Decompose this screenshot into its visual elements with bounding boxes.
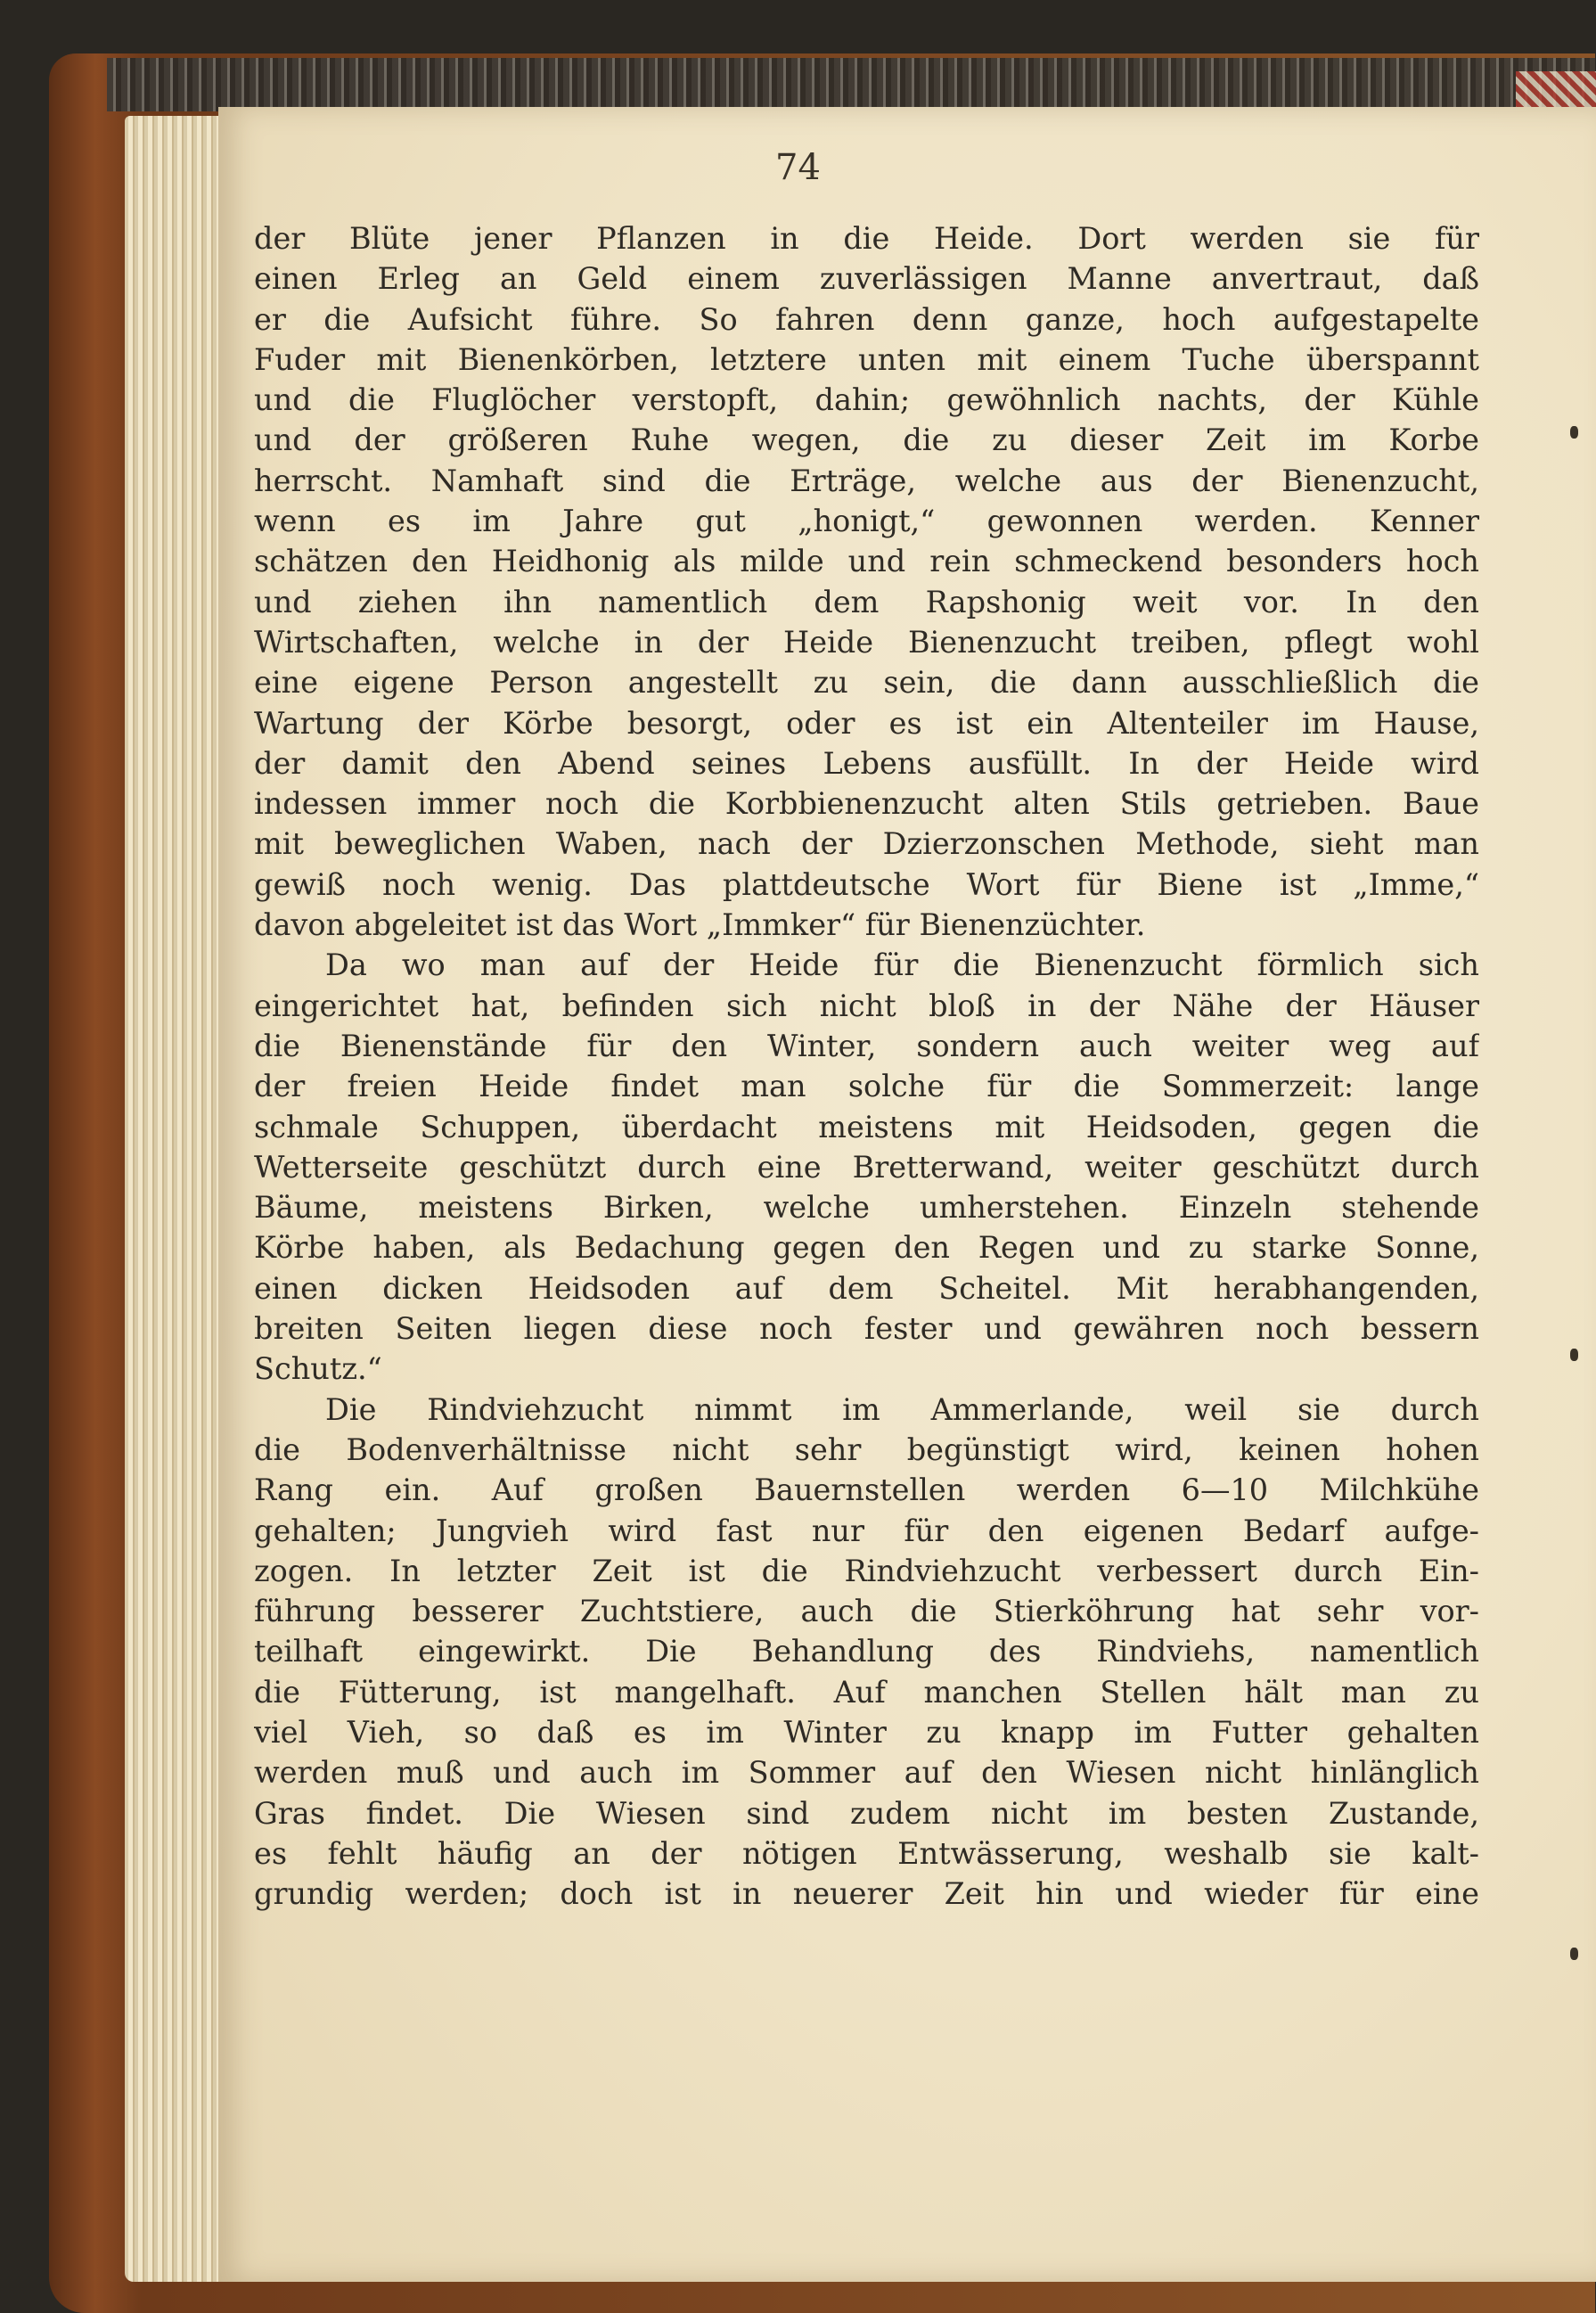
book-cover-top-edge bbox=[107, 58, 1595, 111]
text-line: werden muß und auch im Sommer auf den Wiesen nicht hinlänglich bbox=[254, 1755, 1479, 1791]
text-line: führung besserer Zuchtstiere, auch die Stierköhrung hat sehr vor- bbox=[254, 1594, 1479, 1629]
text-line: breiten Seiten liegen diese noch fester und gewähren noch bessern bbox=[254, 1311, 1479, 1347]
text-line: Schutz.“ bbox=[254, 1351, 382, 1387]
margin-mark bbox=[1570, 426, 1578, 439]
text-line: viel Vieh, so daß es im Winter zu knapp im Futter gehalten bbox=[254, 1714, 1479, 1750]
text-line: Bäume, meistens Birken, welche umherstehen. Einzeln stehende bbox=[254, 1190, 1479, 1226]
page-text bbox=[254, 218, 1479, 1914]
page-number: 74 bbox=[775, 147, 821, 188]
text-line: davon abgeleitet ist das Wort „Immker“ für Bienenzüchter. bbox=[254, 907, 1146, 943]
text-line: Wetterseite geschützt durch eine Bretterwand, weiter geschützt durch bbox=[254, 1149, 1479, 1185]
text-line: der damit den Abend seines Lebens ausfüllt. In der Heide wird bbox=[254, 745, 1479, 781]
text-line: gehalten; Jungvieh wird fast nur für den eigenen Bedarf aufge- bbox=[254, 1513, 1479, 1548]
page-edges bbox=[125, 116, 223, 2282]
text-line: Fuder mit Bienenkörben, letztere unten mit einem Tuche überspannt bbox=[254, 341, 1479, 377]
text-line: die Bodenverhältnisse nicht sehr begünstigt wird, keinen hohen bbox=[254, 1431, 1479, 1467]
text-line: indessen immer noch die Korbbienenzucht alten Stils getrieben. Baue bbox=[254, 786, 1479, 822]
text-line: und die Fluglöcher verstopft, dahin; gewöhnlich nachts, der Kühle bbox=[254, 382, 1479, 418]
text-line: es fehlt häufig an der nötigen Entwässerung, weshalb sie kalt- bbox=[254, 1835, 1479, 1871]
text-line: schmale Schuppen, überdacht meistens mit Heidsoden, gegen die bbox=[254, 1109, 1479, 1144]
text-line: einen Erleg an Geld einem zuverlässigen Manne anvertraut, daß bbox=[254, 261, 1479, 297]
text-line: die Fütterung, ist mangelhaft. Auf manchen Stellen hält man zu bbox=[254, 1674, 1479, 1710]
text-line: einen dicken Heidsoden auf dem Scheitel. Mit herabhangenden, bbox=[254, 1270, 1479, 1306]
text-line: er die Aufsicht führe. So fahren denn ganze, hoch aufgestapelte bbox=[254, 301, 1479, 337]
text-line: und der größeren Ruhe wegen, die zu dieser Zeit im Korbe bbox=[254, 422, 1479, 458]
text-line: mit beweglichen Waben, nach der Dzierzonschen Methode, sieht man bbox=[254, 826, 1479, 862]
text-line: grundig werden; doch ist in neuerer Zeit hin und wieder für eine bbox=[254, 1876, 1479, 1912]
text-line: Wirtschaften, welche in der Heide Bienenzucht treiben, pflegt wohl bbox=[254, 624, 1479, 660]
text-line: die Bienenstände für den Winter, sondern auch weiter weg auf bbox=[254, 1028, 1479, 1063]
text-line: eine eigene Person angestellt zu sein, die dann ausschließlich die bbox=[254, 665, 1479, 701]
text-line: Körbe haben, als Bedachung gegen den Regen und zu starke Sonne, bbox=[254, 1230, 1479, 1266]
text-line: wenn es im Jahre gut „honigt,“ gewonnen werden. Kenner bbox=[254, 504, 1479, 539]
text-line: zogen. In letzter Zeit ist die Rindviehzucht verbessert durch Ein- bbox=[254, 1553, 1479, 1588]
text-line: Da wo man auf der Heide für die Bienenzucht förmlich sich bbox=[325, 947, 1479, 983]
text-line: schätzen den Heidhonig als milde und rein schmeckend besonders hoch bbox=[254, 544, 1479, 579]
text-line: Rang ein. Auf großen Bauernstellen werden 6—10 Milchkühe bbox=[254, 1472, 1479, 1508]
margin-mark bbox=[1570, 1948, 1578, 1960]
text-line: der freien Heide findet man solche für die Sommerzeit: lange bbox=[254, 1069, 1479, 1104]
text-line: gewiß noch wenig. Das plattdeutsche Wort für Biene ist „Imme,“ bbox=[254, 866, 1479, 902]
text-line: herrscht. Namhaft sind die Erträge, welche aus der Bienenzucht, bbox=[254, 463, 1479, 498]
text-line: der Blüte jener Pflanzen in die Heide. Dort werden sie für bbox=[254, 221, 1479, 256]
text-line: Gras findet. Die Wiesen sind zudem nicht im besten Zustande, bbox=[254, 1795, 1479, 1831]
margin-mark bbox=[1570, 1349, 1578, 1361]
text-line: eingerichtet hat, befinden sich nicht bloß in der Nähe der Häuser bbox=[254, 988, 1479, 1023]
text-line: Die Rindviehzucht nimmt im Ammerlande, weil sie durch bbox=[325, 1391, 1479, 1427]
text-line: Wartung der Körbe besorgt, oder es ist ein Altenteiler im Hause, bbox=[254, 705, 1479, 741]
text-line: teilhaft eingewirkt. Die Behandlung des Rindviehs, namentlich bbox=[254, 1634, 1479, 1669]
text-line: und ziehen ihn namentlich dem Rapshonig weit vor. In den bbox=[254, 584, 1479, 619]
